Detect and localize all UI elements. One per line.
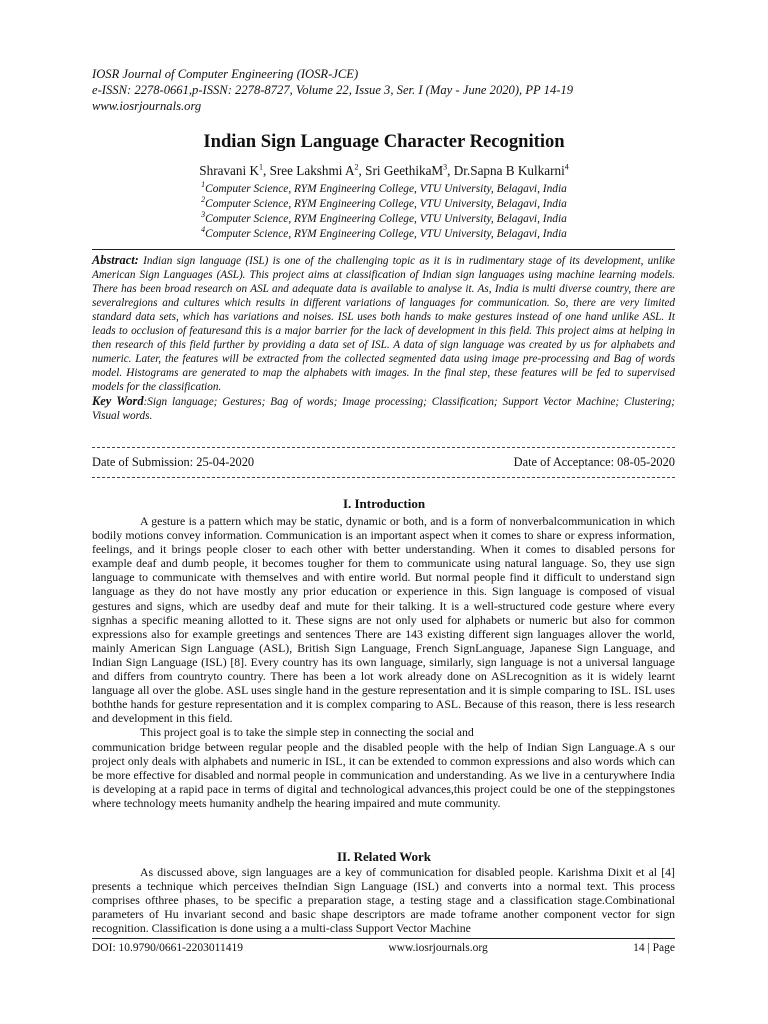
paper-title: Indian Sign Language Character Recognition (203, 131, 565, 152)
dates-row (92, 455, 675, 470)
affiliation: $^4$Computer Science, RYM Engineering College, VTU University, Belagavi, India (201, 225, 567, 240)
submission-date: Date of Submission: 25-04-2020 (92, 455, 255, 469)
paragraph: As discussed above, sign languages are a key of communication for disabled people. Karishma Dixit et al [4] presents a technique which perceives theIndian Sign Language (ISL) and converts into a normal text. This process comprises ofthree phases, to be specific a preparation stage, a testing stage and a classification stage.Combinational parameters of Hu invariant second and basic shape descriptors are made toframe another component vector for sign recognition. Classification is done using a a multi-class Support Vector Machine (92, 865, 675, 936)
author-list (0, 163, 768, 179)
keywords-label: Key Word (92, 394, 144, 408)
journal-name: IOSR Journal of Computer Engineering (IOSR-JCE) (92, 67, 359, 81)
keywords: Key Word:Sign language; Gestures; Bag of words; Image processing; Classification; Support Vector Machine; Clustering; Visual words. (92, 394, 675, 422)
paragraph: This project goal is to take the simple step in connecting the social and (140, 725, 474, 740)
journal-website: www.iosrjournals.org (92, 99, 202, 113)
author: Dr.Sapna B Kulkarni$^4$ (453, 162, 569, 178)
journal-header (92, 66, 692, 114)
author: Sri GeethikaM$^3$, (365, 162, 454, 178)
introduction-body (92, 514, 675, 810)
abstract (92, 253, 675, 394)
related-work-body (92, 865, 675, 935)
affiliation: $^3$Computer Science, RYM Engineering College, VTU University, Belagavi, India (201, 210, 567, 225)
keywords-text: Sign language; Gestures; Bag of words; Image processing; Classification; Support Vector Machine; Clustering; Visual words. (92, 396, 675, 422)
footer-page-number: 14 | Page (633, 942, 675, 954)
author: Sree Lakshmi $A^2$, (269, 162, 366, 178)
divider-bottom (92, 477, 675, 478)
affiliation: $^2$Computer Science, RYM Engineering College, VTU University, Belagavi, India (201, 195, 567, 210)
abstract-text: Indian sign language (ISL) is one of the challenging topic as it is in rudimentary stage of its development, unlike American Sign Languages (ASL). This project aims at classification of Indian sign languages using machine learning models. There has been broad research on ASL and adequate data is available to analyse it. As, India is multi diverse country, there are severalregions and cultures which results in different variations of languages for communication. So, there are very limited standard data sets, which has variations and noises. ISL uses both hands to make gestures instead of one hand unlike ASL. It leads to occlusion of featuresand this is a major barrier for the lack of development in this field. This project aims at helping in then research of this field further by providing a data set of ISL. A data of sign language was created by us for alphabets and numeric. Later, the features will be extracted from the collected segmented data using image pre-processing and Bag of words model. Histograms are generated to map the alphabets with images. In the final step, these features will be fed to supervised models for the classification. (92, 255, 676, 393)
footer-website: www.iosrjournals.org (388, 942, 488, 954)
author: Shravani $K^1$, (199, 162, 270, 178)
paragraph: A gesture is a pattern which may be static, dynamic or both, and is a form of nonverbalcommunication in which bodily motions convey information. Communication is an important aspect when it comes to share or express information, feelings, and it brings people closer to each other with better understanding. When it comes to disabled persons for example deaf and dumb people, it becomes tougher for them to communicate using natural language. So, they use sign language to communicate with themselves and with entire world. But normal people find it difficult to understand sign language as they do not have mostly any prior education or experience in this. Sign language is composed of visual gestures and signs, which are usedby deaf and mute for their talking. It is a well-structured code gesture where every signhas a specific meaning allotted to it. These signs are not only used for alphabets or numeric but also for common expressions also for example greetings and sentences There are 143 existing different sign languages allover the world, mainly American Sign Language (ASL), British Sign Language, French SignLanguage, Japanese Sign Language, and Indian Sign Language (ISL) [8]. Every country has its own language, similarly, sign language is not a universal language and differs from countryto country. There has been a lot work already done on ASLrecognition as it is widely learnt language all over the globe. ASL uses single hand in the gesture representation and it is simple comparing to ISL. ISL uses boththe hands for gesture representation and it is complex comparing to ASL. Because of this reason, there is less research and development in this field. (92, 514, 675, 726)
footer-doi: DOI: 10.9790/0661-2203011419 (92, 942, 243, 954)
section-title-introduction: I. Introduction (342, 496, 426, 511)
abstract-block (92, 249, 675, 423)
paragraph: communication bridge between regular people and the disabled people with the help of Indian Sign Language.A s our project only deals with alphabets and numeric in ISL, it can be extended to common expressions and also words which can be more effective for disabled and normal people in communication and understanding. As we live in a centurywhere India is developing at a rapid pace in terms of digital and technological advances,this project could be one of the steppingstones where technology meets humanity andhelp the hearing impaired and mute community. (92, 739, 675, 810)
section-title-related-work: II. Related Work (336, 849, 431, 864)
acceptance-date: Date of Acceptance: 08-05-2020 (513, 455, 675, 469)
abstract-label: Abstract: (92, 253, 139, 267)
journal-issn: e-ISSN: 2278-0661,p-ISSN: 2278-8727, Volume 22, Issue 3, Ser. I (May - June 2020), PP 14-19 (92, 83, 574, 97)
page-footer (92, 938, 675, 954)
divider-top (92, 447, 675, 448)
affiliation: $^1$Computer Science, RYM Engineering College, VTU University, Belagavi, India (201, 180, 567, 195)
affiliation-list (0, 182, 768, 242)
